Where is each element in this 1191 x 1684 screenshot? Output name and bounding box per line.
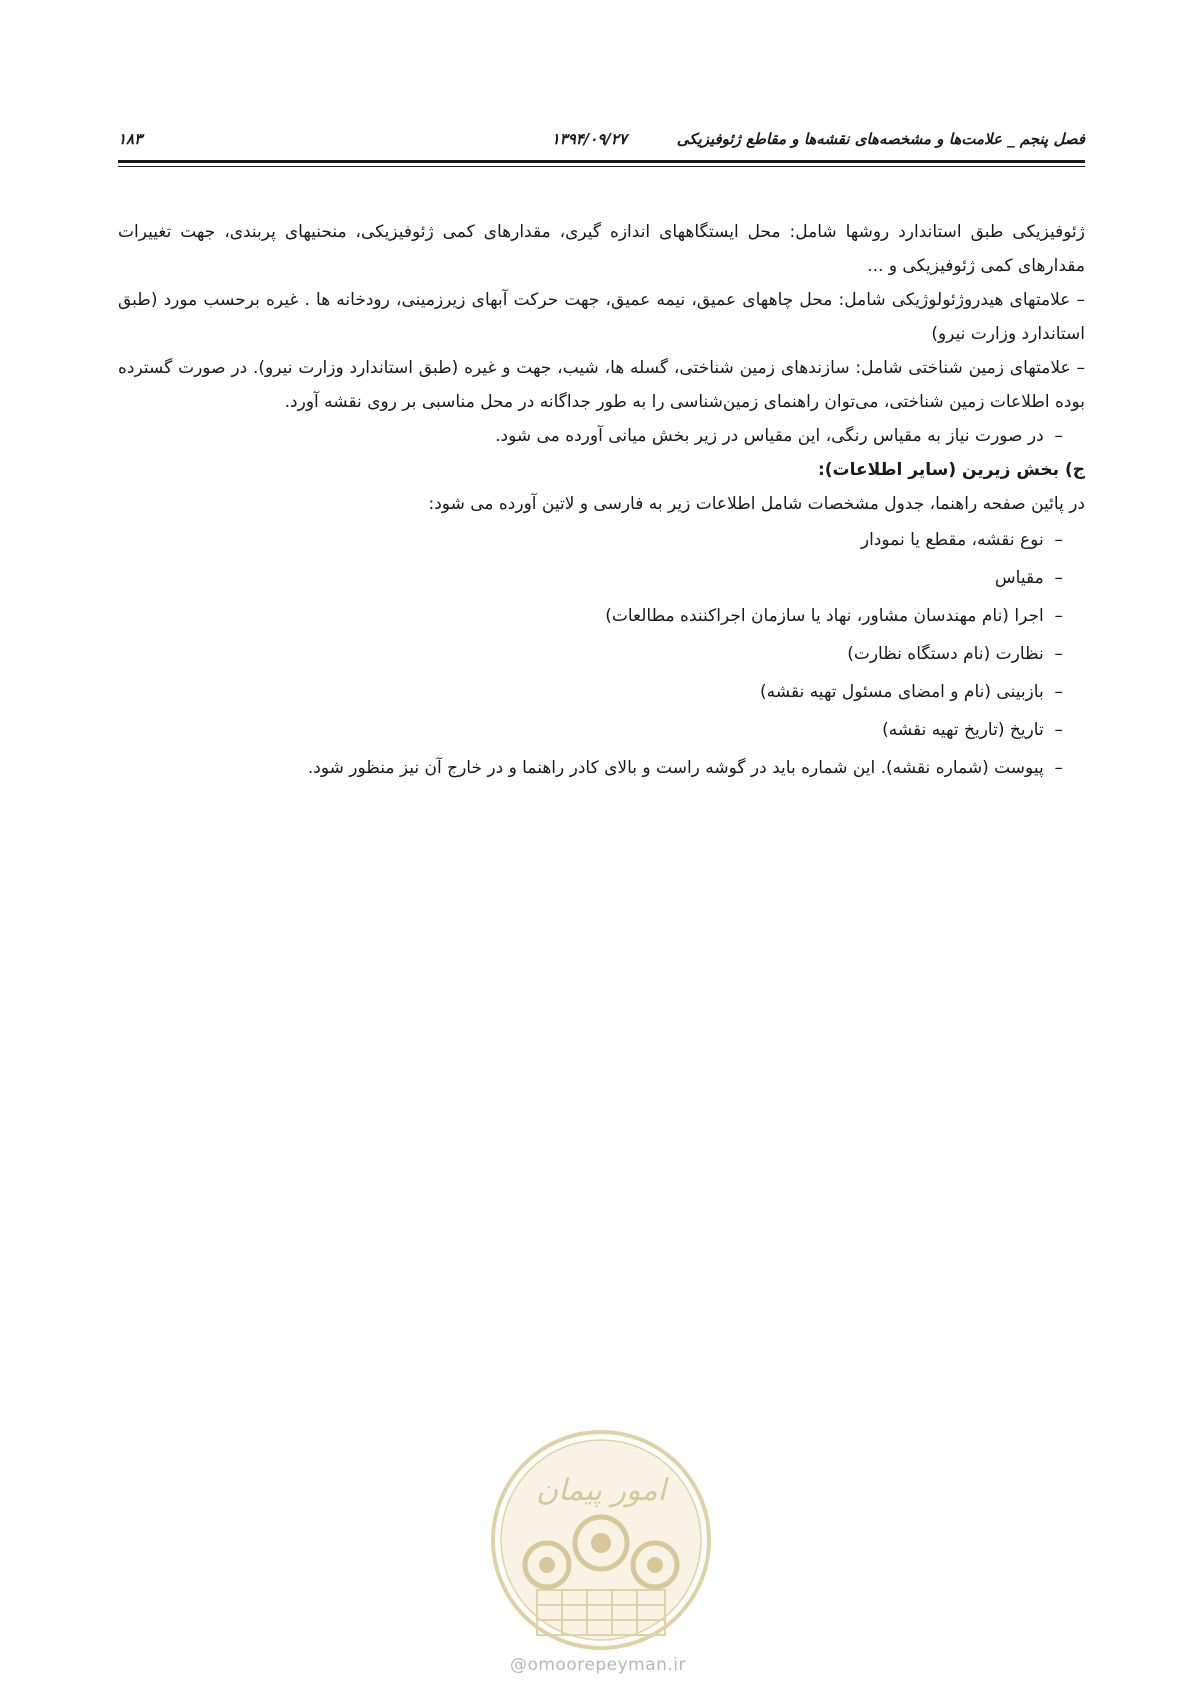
list-item-text: اجرا (نام مهندسان مشاور، نهاد یا سازمان اجراکننده مطالعات) [605,606,1044,626]
list-item [118,673,1085,711]
list-item-text: مقیاس [994,568,1044,588]
list-item [118,711,1085,749]
watermark-website [488,1655,708,1675]
info-list [118,521,1085,787]
header-date: ۱۳۹۴/۰۹/۲۷ [551,130,627,148]
list-item [118,749,1085,787]
chapter-title: فصل پنجم _ علامت‌ها و مشخصه‌های نقشه‌ها و مقاطع ژئوفیزیکی [676,130,1085,148]
dash-marker: – [1043,606,1063,626]
header-rule-thick [118,160,1085,163]
paragraph-hydrogeological: – علامتهای هیدروژئولوژیکی شامل: محل چاههای عمیق، نیمه عمیق، جهت حرکت آبهای زیرزمینی، رودخانه ها . غیره برحسب مورد (طبق استاندارد وزارت نیرو) [118,290,1085,344]
section-intro: در پائین صفحه راهنما، جدول مشخصات شامل اطلاعات زیر به فارسی و لاتین آورده می شود: [428,494,1085,514]
section-heading: ج) بخش زیرین (سایر اطلاعات): [817,460,1085,480]
color-scale-text: در صورت نیاز به مقیاس رنگی، این مقیاس در زیر بخش میانی آورده می شود. [495,426,1044,446]
list-item-text: بازبینی (نام و امضای مسئول تهیه نقشه) [760,682,1044,702]
dash-marker: – [1043,530,1063,550]
list-item [118,521,1085,559]
paragraph-geophysical: ژئوفیزیکی طبق استاندارد روشها شامل: محل ایستگاههای اندازه گیری، مقدارهای کمی ژئوفیزیکی، منحنیهای پربندی، جهت تغییرات مقدارهای کمی ژئوفیزیکی و ... [118,222,1085,276]
website-text: omoorepeyman.ir [527,1655,687,1675]
list-item-text: نظارت (نام دستگاه نظارت) [847,644,1044,664]
page-body [118,215,1085,787]
page-header [118,130,1085,152]
paragraph-color-scale [118,419,1085,453]
dash-marker: – [1043,426,1063,446]
dash-marker: – [1043,644,1063,664]
list-item-text: پیوست (شماره نقشه). این شماره باید در گوشه راست و بالای کادر راهنما و در خارج آن نیز منظور شود. [307,758,1044,778]
list-item-text: نوع نقشه، مقطع یا نمودار [860,530,1044,550]
dash-marker: – [1043,758,1063,778]
list-item [118,559,1085,597]
watermark-logo-text: امور پیمان [536,1473,666,1508]
dash-marker: – [1043,568,1063,588]
dash-marker: – [1043,720,1063,740]
page-number: ۱۸۳ [118,130,143,148]
at-icon: @ [509,1655,528,1675]
list-item [118,597,1085,635]
list-item [118,635,1085,673]
header-rule-thin [118,166,1085,167]
list-item-text: تاریخ (تاریخ تهیه نقشه) [882,720,1044,740]
paragraph-geological: – علامتهای زمین شناختی شامل: سازندهای زمین شناختی، گسله ها، شیب، جهت و غیره (طبق استاندارد وزارت نیرو). در صورت گسترده بوده اطلاعات زمین شناختی، می‌توان راهنمای زمین‌شناسی را به طور جداگانه در محل مناسبی بر روی نقشه آورد. [118,358,1085,412]
watermark-logo [487,1425,715,1655]
dash-marker: – [1043,682,1063,702]
